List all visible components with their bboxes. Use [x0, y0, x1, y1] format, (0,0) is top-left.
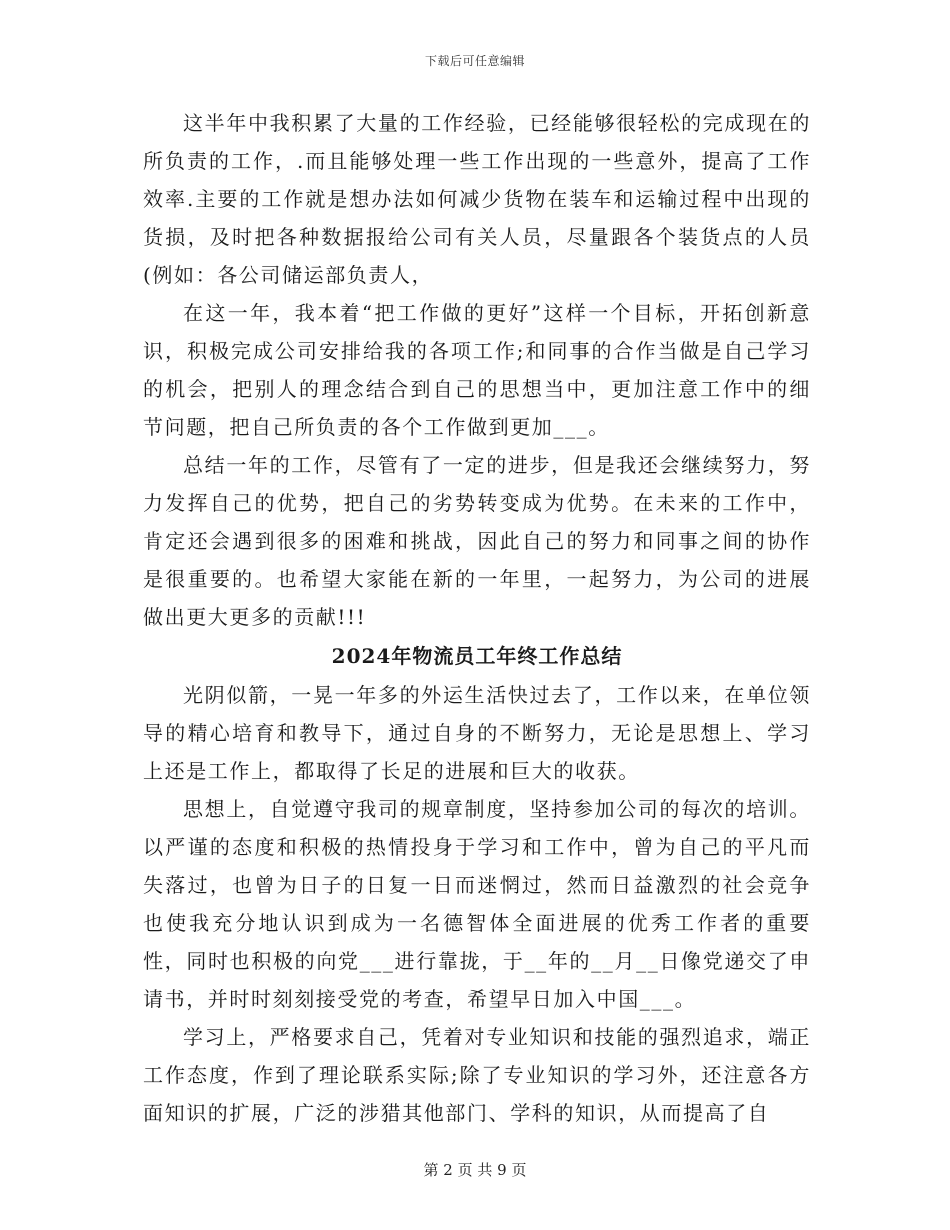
- header-note: 下载后可任意编辑: [424, 54, 525, 68]
- paragraph-4: 光阴似箭，一晃一年多的外运生活快过去了，工作以来，在单位领导的精心培育和教导下，通过自身的不断努力，无论是思想上、学习上还是工作上，都取得了长足的进展和巨大的收获。: [143, 683, 811, 783]
- paragraph-3: 总结一年的工作，尽管有了一定的进步，但是我还会继续努力，努力发挥自己的优势，把自己的劣势转变成为优势。在未来的工作中，肯定还会遇到很多的困难和挑战，因此自己的努力和同事之间的协作是很重要的。也希望大家能在新的一年里，一起努力，为公司的进展做出更大更多的贡献!!!: [143, 453, 811, 629]
- document-body: [143, 104, 811, 1132]
- section-title: 2024年物流员工年终工作总结: [331, 644, 623, 668]
- paragraph-5: 思想上，自觉遵守我司的规章制度，坚持参加公司的每次的培训。以严谨的态度和积极的热情投身于学习和工作中，曾为自己的平凡而失落过，也曾为日子的日复一日而迷惘过，然而日益激烈的社会竞争也使我充分地认识到成为一名德智体全面进展的优秀工作者的重要性，同时也积极的向党___进行靠拢，于__年的__月__日像党递交了申请书，并时时刻刻接受党的考查，希望早日加入中国___。: [143, 797, 811, 1011]
- paragraph-2: 在这一年，我本着“把工作做的更好”这样一个目标，开拓创新意识，积极完成公司安排给我的各项工作;和同事的合作当做是自己学习的机会，把别人的理念结合到自己的思想当中，更加注意工作中的细节问题，把自己所负责的各个工作做到更加___。: [143, 301, 811, 439]
- paragraph-1: 这半年中我积累了大量的工作经验，已经能够很轻松的完成现在的所负责的工作，.而且能够处理一些工作出现的一些意外，提高了工作效率.主要的工作就是想办法如何减少货物在装车和运输过程中出现的货损，及时把各种数据报给公司有关人员，尽量跟各个装货点的人员(例如：各公司储运部负责人，: [143, 111, 811, 287]
- page-indicator: 第 2 页 共 9 页: [423, 1161, 527, 1179]
- paragraph-6: 学习上，严格要求自己，凭着对专业知识和技能的强烈追求，端正工作态度，作到了理论联系实际;除了专业知识的学习外，还注意各方面知识的扩展，广泛的涉猎其他部门、学科的知识，从而提高了自: [143, 1025, 811, 1125]
